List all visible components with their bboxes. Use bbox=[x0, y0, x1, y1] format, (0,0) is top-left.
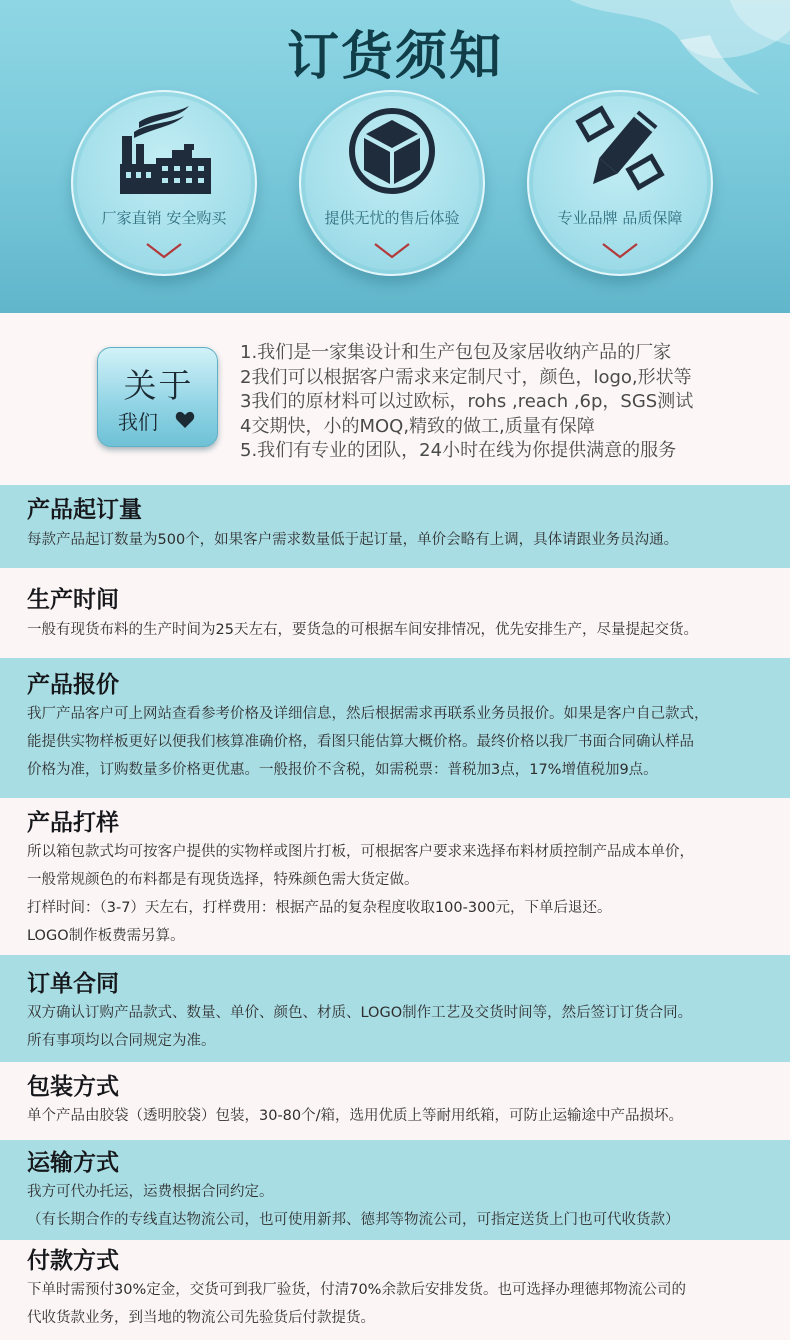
page-title: 订货须知 bbox=[286, 27, 503, 87]
section-text: （有长期合作的专线直达物流公司，也可使用新邦、德邦等物流公司，可指定送货上门也可代收货款） bbox=[27, 1212, 680, 1228]
chevron-down-icon bbox=[373, 242, 411, 260]
section-text: 单个产品由胶袋（透明胶袋）包装，30-80个/箱，选用优质上等耐用纸箱，可防止运输途中产品损坏。 bbox=[27, 1108, 684, 1124]
about-line: 3我们的原材料可以过欧标，rohs ,reach ,6p，SGS测试 bbox=[240, 391, 694, 412]
section-text: 我方可代办托运，运费根据合同约定。 bbox=[27, 1184, 274, 1200]
section-payment bbox=[0, 1240, 790, 1340]
section-text: 能提供实物样板更好以便我们核算准确价格，看图只能估算大概价格。最终价格以我厂书面合同确认样品 bbox=[27, 734, 694, 750]
section-production-time bbox=[0, 568, 790, 658]
chevron-down-icon bbox=[601, 242, 639, 260]
section-text: LOGO制作板费需另算。 bbox=[27, 928, 185, 944]
section-title: 生产时间 bbox=[27, 587, 119, 613]
heart-icon bbox=[175, 411, 195, 429]
feature-after-sales bbox=[299, 90, 485, 276]
section-moq bbox=[0, 485, 790, 568]
section-title: 订单合同 bbox=[27, 971, 119, 997]
about-line: 4交期快，小的MOQ,精致的做工,质量有保障 bbox=[240, 415, 595, 437]
feature-label: 厂家直销 安全购买 bbox=[101, 209, 227, 227]
section-title: 包装方式 bbox=[27, 1074, 119, 1100]
about-badge bbox=[97, 347, 218, 447]
section-title: 产品报价 bbox=[27, 672, 119, 698]
section-title: 产品打样 bbox=[27, 810, 119, 836]
section-sampling bbox=[0, 798, 790, 955]
section-quotation bbox=[0, 658, 790, 798]
section-text: 一般有现货布料的生产时间为25天左右，要货急的可根据车间安排情况，优先安排生产，尽量提起交货。 bbox=[27, 622, 698, 638]
section-title: 付款方式 bbox=[27, 1248, 119, 1274]
about-list bbox=[240, 341, 780, 464]
about-section bbox=[0, 313, 790, 485]
section-packaging bbox=[0, 1062, 790, 1140]
section-text: 所有事项均以合同规定为准。 bbox=[27, 1033, 216, 1049]
about-line: 2我们可以根据客户需求来定制尺寸，颜色，logo,形状等 bbox=[240, 366, 692, 388]
section-title: 产品起订量 bbox=[27, 497, 142, 523]
section-shipping bbox=[0, 1140, 790, 1240]
header-banner bbox=[0, 0, 790, 313]
about-line: 1.我们是一家集设计和生产包包及家居收纳产品的厂家 bbox=[240, 342, 672, 363]
section-title: 运输方式 bbox=[27, 1150, 119, 1176]
pencil-icon bbox=[570, 104, 670, 199]
section-text: 代收货款业务，到当地的物流公司先验货后付款提货。 bbox=[27, 1310, 375, 1326]
section-text: 价格为准，订购数量多价格更优惠。一般报价不含税，如需税票：普税加3点，17%增值税加9点。 bbox=[27, 762, 658, 778]
section-text: 打样时间：（3-7）天左右，打样费用：根据产品的复杂程度收取100-300元，下单后退还。 bbox=[27, 900, 612, 916]
section-contract bbox=[0, 955, 790, 1062]
section-text: 所以箱包款式均可按客户提供的实物样或图片打板，可根据客户要求来选择布料材质控制产品成本单价， bbox=[27, 844, 694, 860]
chevron-down-icon bbox=[145, 242, 183, 260]
feature-label: 提供无忧的售后体验 bbox=[324, 209, 460, 227]
section-text: 我厂产品客户可上网站查看参考价格及详细信息，然后根据需求再联系业务员报价。如果是客户自己款式， bbox=[27, 706, 709, 722]
section-text: 每款产品起订数量为500个，如果客户需求数量低于起订量，单价会略有上调，具体请跟业务员沟通。 bbox=[27, 532, 679, 548]
feature-label: 专业品牌 品质保障 bbox=[557, 209, 683, 227]
section-text: 双方确认订购产品款式、数量、单价、颜色、材质、LOGO制作工艺及交货时间等，然后签订订货合同。 bbox=[27, 1005, 693, 1021]
section-text: 一般常规颜色的布料都是有现货选择，特殊颜色需大货定做。 bbox=[27, 872, 419, 888]
feature-factory bbox=[71, 90, 257, 276]
about-badge-subtitle: 我们 bbox=[118, 410, 158, 434]
box-icon bbox=[342, 104, 442, 199]
feature-brand bbox=[527, 90, 713, 276]
factory-icon bbox=[114, 104, 214, 199]
about-line: 5.我们有专业的团队，24小时在线为你提供满意的服务 bbox=[240, 440, 677, 461]
section-text: 下单时需预付30%定金，交货可到我厂验货，付清70%余款后安排发货。也可选择办理德邦物流公司的 bbox=[27, 1282, 686, 1298]
about-badge-title: 关于 bbox=[123, 366, 194, 405]
